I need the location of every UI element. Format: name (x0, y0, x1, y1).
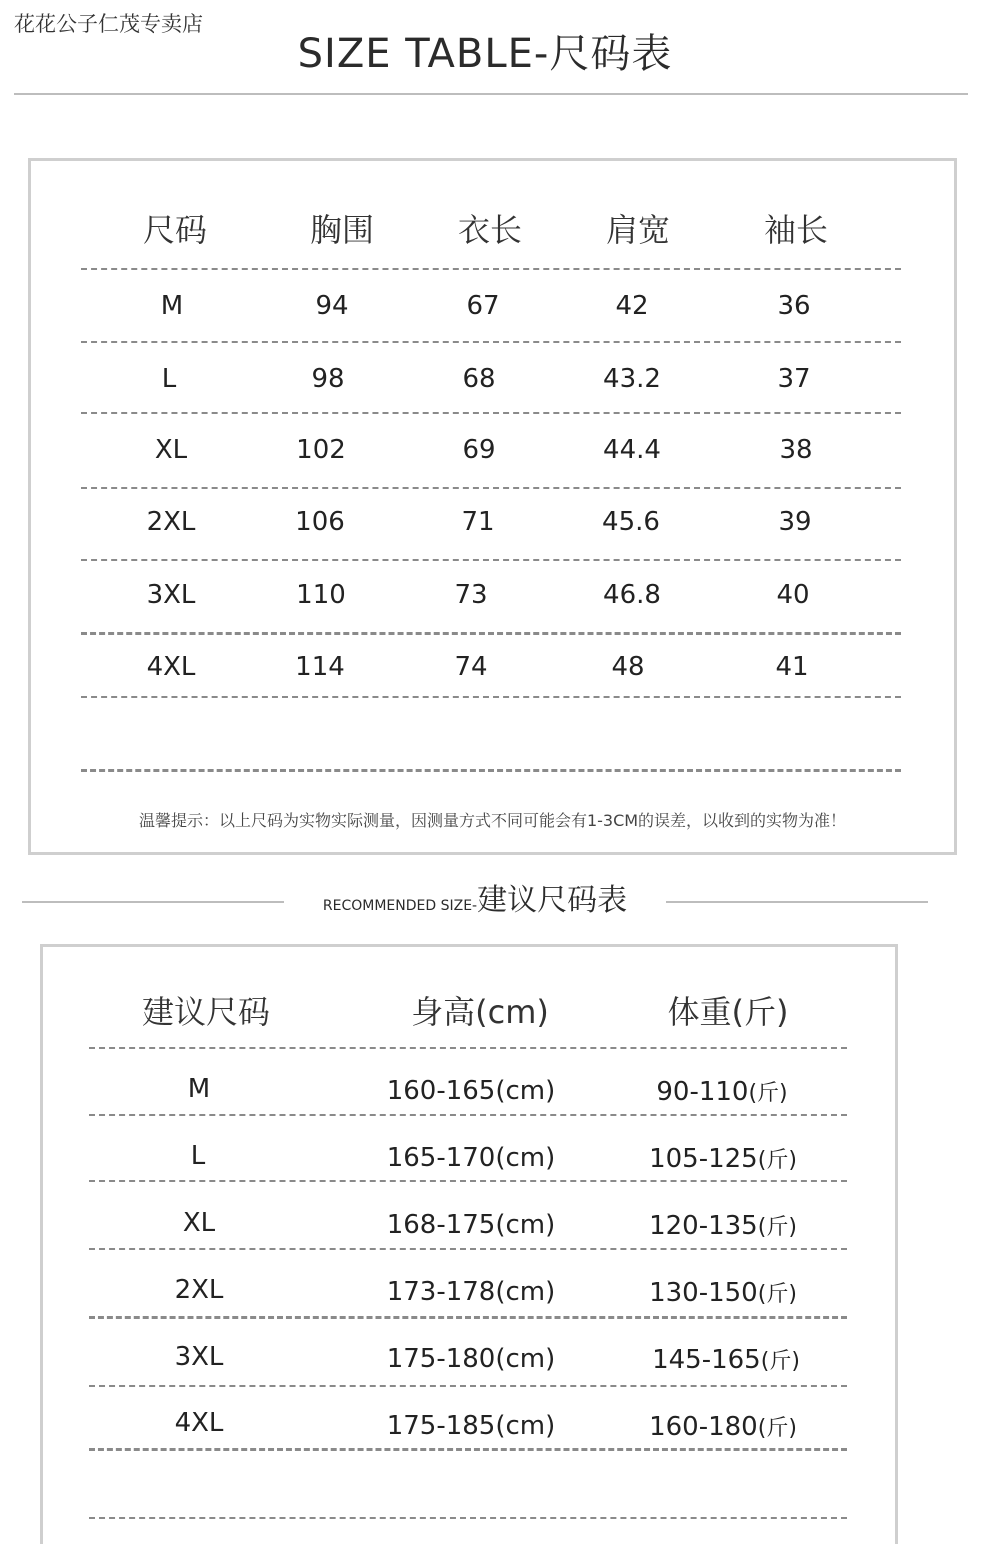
recommended-title-en: RECOMMENDED SIZE- (322, 898, 478, 914)
recommended-size-cell: 2XL (174, 1275, 224, 1305)
row-divider (89, 1385, 847, 1387)
weight-cell (612, 1076, 832, 1107)
right-divider (666, 901, 928, 903)
header-height: 身高(cm) (411, 993, 549, 1031)
weight-cell (613, 1411, 833, 1442)
row-divider (89, 1180, 847, 1182)
recommended-size-cell: 3XL (174, 1342, 224, 1372)
length-cell: 74 (454, 652, 488, 682)
chest-cell: 98 (311, 364, 345, 394)
header-size: 尺码 (142, 211, 207, 249)
header-sleeve: 袖长 (763, 211, 828, 249)
shoulder-cell: 46.8 (603, 580, 661, 610)
row-divider (89, 1248, 847, 1250)
shoulder-cell: 48 (611, 652, 645, 682)
weight-unit: (斤) (757, 1148, 797, 1173)
chest-cell: 94 (315, 291, 349, 321)
row-divider (81, 559, 901, 561)
height-cell: 173-178(cm) (386, 1277, 556, 1307)
header-chest: 胸围 (309, 211, 374, 249)
height-cell: 165-170(cm) (386, 1143, 556, 1173)
weight-value: 130-150 (649, 1278, 758, 1308)
weight-unit: (斤) (760, 1349, 800, 1374)
row-divider (81, 632, 901, 635)
weight-unit: (斤) (757, 1282, 797, 1307)
row-divider (81, 412, 901, 414)
shoulder-cell: 44.4 (603, 435, 661, 465)
header-length: 衣长 (457, 211, 522, 249)
title-divider (14, 93, 968, 95)
row-divider (89, 1448, 847, 1451)
recommended-size-cell: L (190, 1141, 206, 1171)
weight-value: 90-110 (656, 1077, 749, 1107)
weight-cell (613, 1277, 833, 1308)
shop-name-watermark: 花花公子仁茂专卖店 (14, 12, 203, 36)
length-cell: 69 (462, 435, 496, 465)
weight-unit: (斤) (748, 1081, 788, 1106)
chest-cell: 110 (296, 580, 346, 610)
height-cell: 168-175(cm) (386, 1210, 556, 1240)
size-cell: 4XL (146, 652, 196, 682)
row-divider (81, 268, 901, 270)
row-divider (81, 696, 901, 698)
shoulder-cell: 42 (615, 291, 649, 321)
height-cell: 175-185(cm) (386, 1411, 556, 1441)
weight-unit: (斤) (757, 1416, 797, 1441)
row-divider (81, 341, 901, 343)
sleeve-cell: 37 (777, 364, 811, 394)
header-recommended-size: 建议尺码 (141, 993, 270, 1031)
header-weight: 体重(斤) (667, 993, 789, 1031)
weight-value: 145-165 (652, 1345, 761, 1375)
recommended-size-cell: M (187, 1074, 211, 1104)
length-cell: 71 (461, 507, 495, 537)
measurement-note: 温馨提示：以上尺码为实物实际测量，因测量方式不同可能会有1-3CM的误差，以收到的实物为准！ (138, 811, 847, 830)
size-table-title: SIZE TABLE-尺码表 (297, 31, 673, 77)
length-cell: 67 (466, 291, 500, 321)
shoulder-cell: 45.6 (602, 507, 660, 537)
chest-cell: 114 (295, 652, 345, 682)
left-divider (22, 901, 284, 903)
sleeve-cell: 40 (776, 580, 810, 610)
chest-cell: 102 (296, 435, 346, 465)
weight-cell (616, 1344, 836, 1375)
row-divider (89, 1114, 847, 1116)
sleeve-cell: 41 (775, 652, 809, 682)
weight-cell (613, 1143, 833, 1174)
recommended-size-cell: XL (182, 1208, 216, 1238)
sleeve-cell: 36 (777, 291, 811, 321)
recommended-size-title (280, 875, 670, 919)
chest-cell: 106 (295, 507, 345, 537)
size-cell: 2XL (146, 507, 196, 537)
length-cell: 68 (462, 364, 496, 394)
weight-value: 105-125 (649, 1144, 758, 1174)
length-cell: 73 (454, 580, 488, 610)
height-cell: 160-165(cm) (386, 1076, 556, 1106)
shoulder-cell: 43.2 (603, 364, 661, 394)
weight-unit: (斤) (757, 1215, 797, 1240)
weight-cell (613, 1210, 833, 1241)
size-cell: 3XL (146, 580, 196, 610)
recommended-title-cn: 建议尺码表 (477, 883, 628, 918)
row-divider (89, 1316, 847, 1319)
row-divider (81, 487, 901, 489)
row-divider (89, 1517, 847, 1519)
header-shoulder: 肩宽 (605, 211, 670, 249)
weight-value: 120-135 (649, 1211, 758, 1241)
weight-value: 160-180 (649, 1412, 758, 1442)
sleeve-cell: 39 (778, 507, 812, 537)
size-cell: M (160, 291, 184, 321)
sleeve-cell: 38 (779, 435, 813, 465)
row-divider (81, 769, 901, 772)
recommended-size-cell: 4XL (174, 1408, 224, 1438)
row-divider (89, 1047, 847, 1049)
size-table-panel (28, 158, 957, 855)
size-cell: L (161, 364, 177, 394)
height-cell: 175-180(cm) (386, 1344, 556, 1374)
size-cell: XL (154, 435, 188, 465)
recommended-size-panel (40, 944, 898, 1544)
